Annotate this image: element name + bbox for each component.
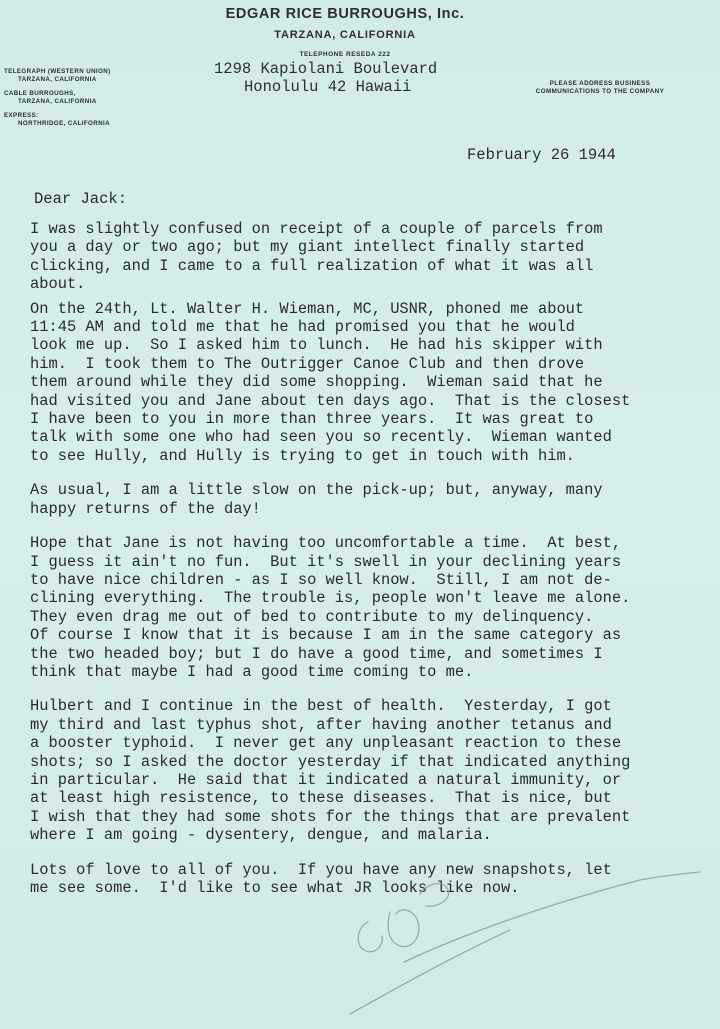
letterhead-business-note [510, 80, 690, 96]
paragraph-4: Hope that Jane is not having too uncomfortable a time. At best, I guess it ain't no fun. But it's swell in your declining years to have nice children - as I so well know. Still, I am not de- clining everything. The trouble is, people won't leave me alone. They even drag me out of bed to contribute to my delinquency. Of course I know that it is because I am in the same category as the two headed boy; but I do have a good time, and sometimes I think that maybe I had a good time coming to me. [30, 534, 631, 681]
business-note-line-2: COMMUNICATIONS TO THE COMPANY [535, 88, 665, 95]
paragraph-6: Lots of love to all of you. If you have any new snapshots, let me see some. I'd like to see what JR looks like now. [30, 860, 612, 897]
paragraph-3: As usual, I am a little slow on the pick-up; but, anyway, many happy returns of the day! [30, 481, 603, 518]
cable-label: CABLE BURROUGHS, [4, 90, 76, 97]
express-location: NORTHRIDGE, CALIFORNIA [18, 120, 110, 127]
telegraph-label: TELEGRAPH (WESTERN UNION) [4, 68, 111, 75]
express-label: EXPRESS: [4, 112, 39, 119]
letterhead-city: TARZANA, CALIFORNIA [274, 29, 416, 41]
paragraph-1: I was slightly confused on receipt of a couple of parcels from you a day or two ago; but my giant intellect finally started clicking, and I came to a full realization of what it was all about. [30, 220, 603, 294]
letterhead-phone: TELEPHONE RESEDA 222 [299, 51, 391, 58]
business-note-line-1: PLEASE ADDRESS BUSINESS [549, 80, 651, 87]
address-line-1: 1298 Kapiolani Boulevard [214, 60, 438, 78]
salutation: Dear Jack: [34, 190, 128, 208]
handwritten-signature [340, 866, 720, 1016]
paragraph-5: Hulbert and I continue in the best of health. Yesterday, I got my third and last typhus shot, after having another tetanus and a booster typhoid. I never get any unpleasant reaction to these shots; so I asked the doctor yesterday if that indicated anything in particular. He said that it indicated a natural immunity, or at least high resistence, to these diseases. That is nice, but I wish that they had some shots for the things that are prevalent where I am going - dysentery, dengue, and malaria. [30, 697, 631, 845]
cable-location: TARZANA, CALIFORNIA [18, 98, 97, 105]
paragraph-2: On the 24th, Lt. Walter H. Wieman, MC, USNR, phoned me about 11:45 AM and told me that he had promised you that he would look me up. So I asked him to lunch. He had his skipper with him. I took them to The Outrigger Canoe Club and then drove them around while they did some shopping. Wieman said that he had visited you and Jane about ten days ago. That is the closest I have been to you in more than three years. It was great to talk with some one who had seen you so recently. Wieman wanted to see Hully, and Hully is trying to get in touch with him. [30, 299, 631, 465]
letterhead-contact-info [4, 68, 111, 128]
letter-date: February 26 1944 [467, 146, 616, 164]
address-line-2: Honolulu 42 Hawaii [244, 78, 412, 96]
telegraph-location: TARZANA, CALIFORNIA [18, 76, 97, 83]
letter-body [30, 220, 720, 913]
letterhead-company: EDGAR RICE BURROUGHS, Inc. [225, 6, 465, 22]
